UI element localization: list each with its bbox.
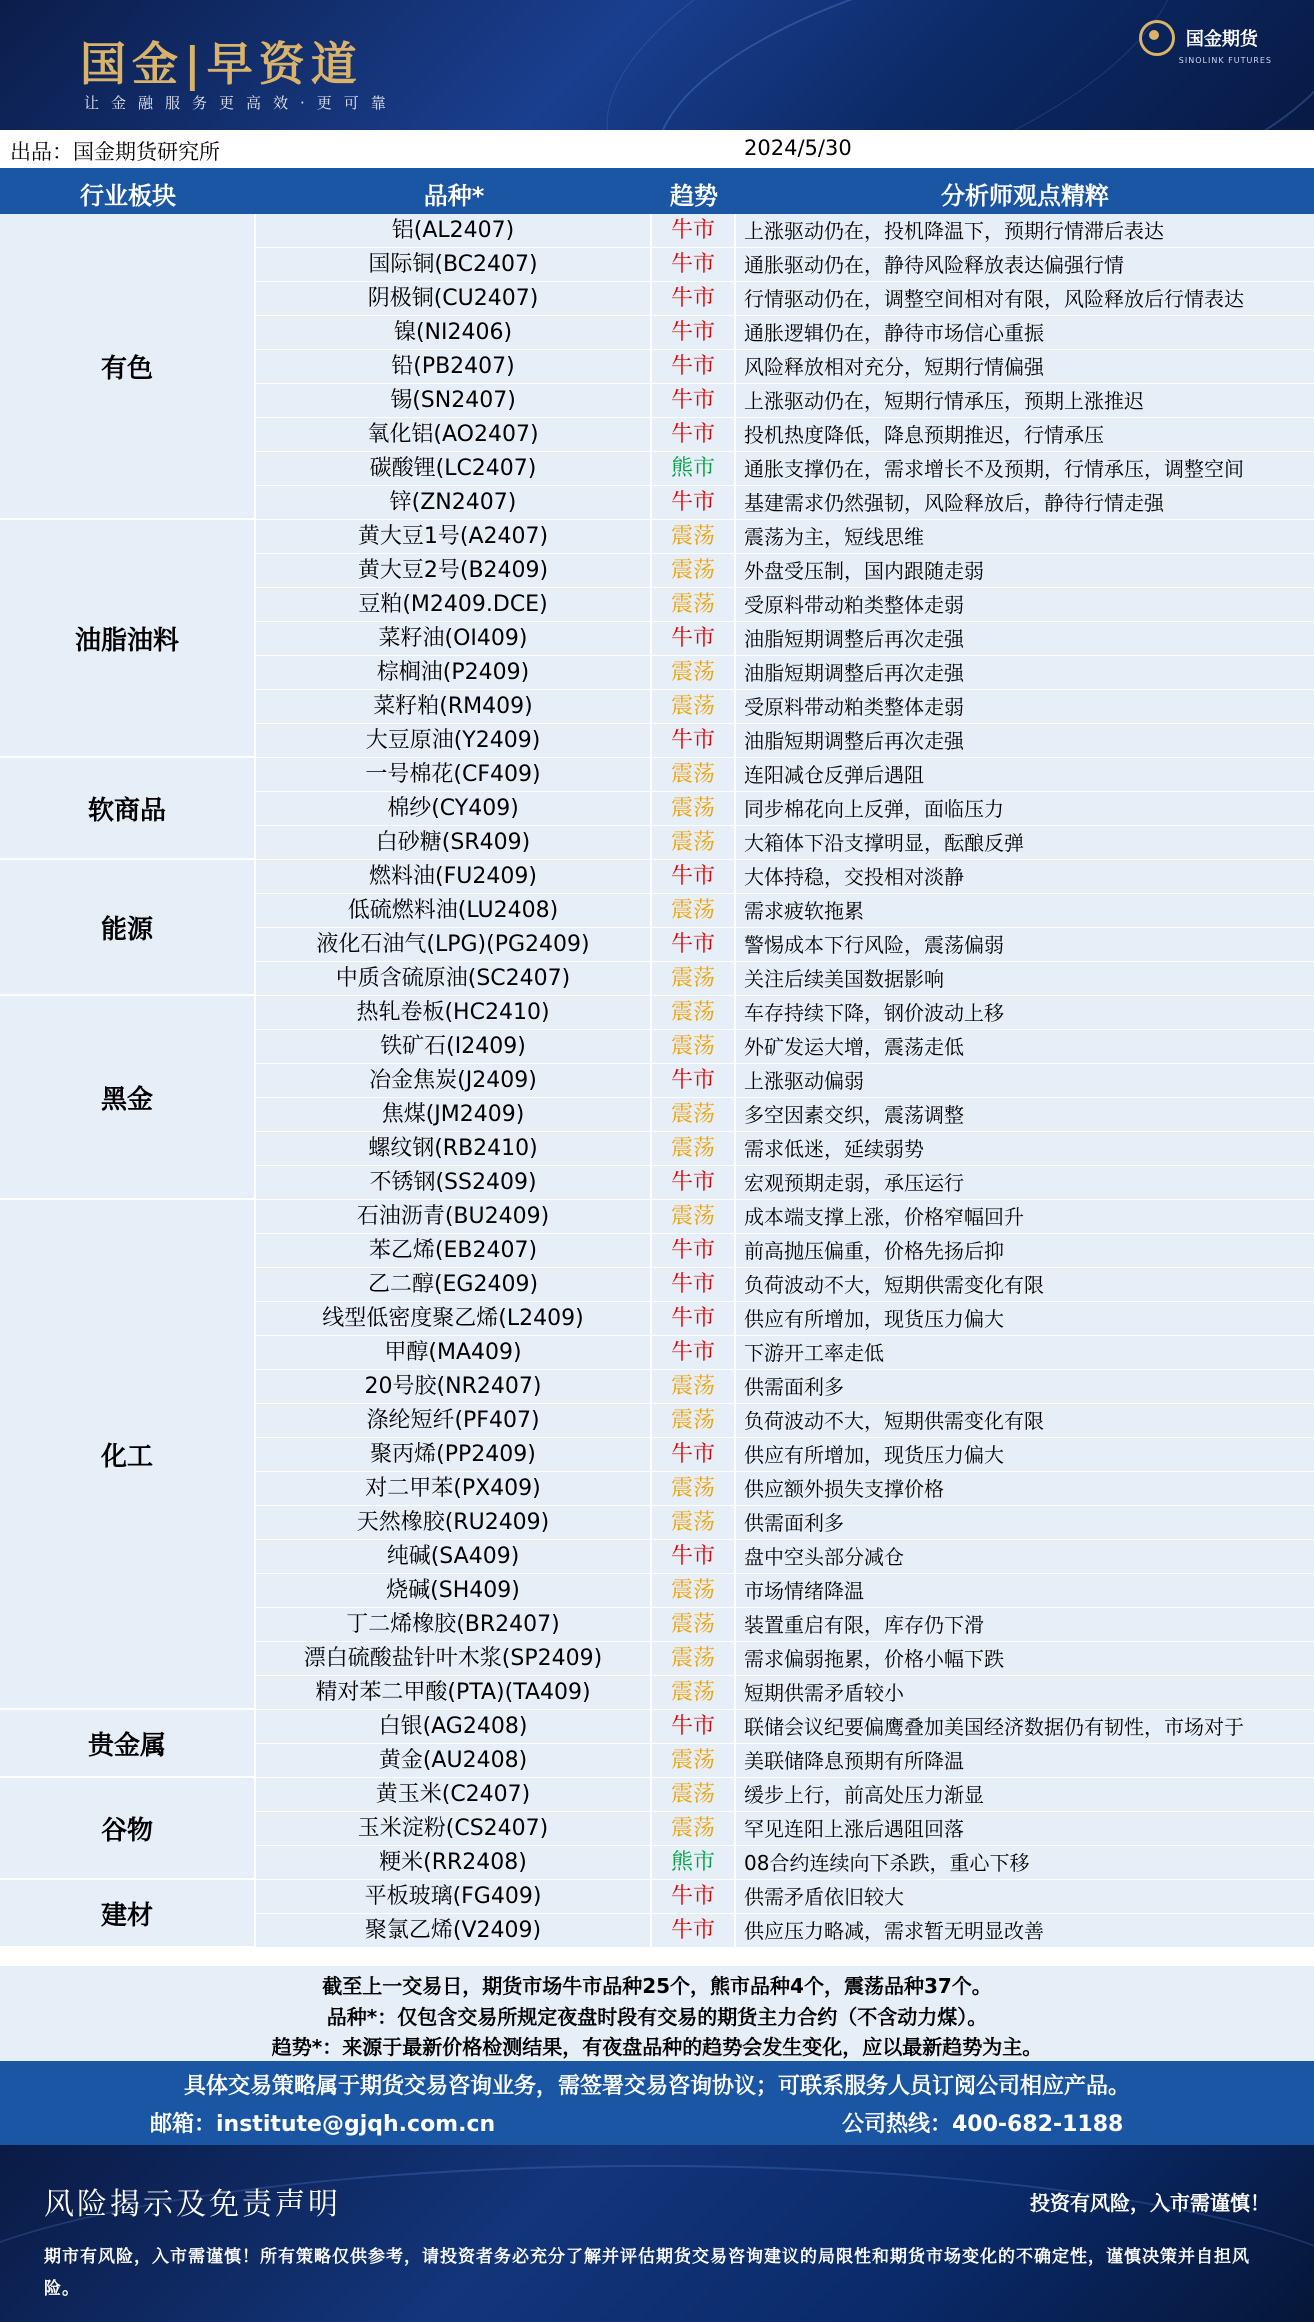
variety-name: 焦煤(JM2409) bbox=[256, 1098, 652, 1132]
variety-name: 低硫燃料油(LU2408) bbox=[256, 894, 652, 928]
variety-name: 棕榈油(P2409) bbox=[256, 656, 652, 690]
variety-name: 液化石油气(LPG)(PG2409) bbox=[256, 928, 652, 962]
variety-name: 对二甲苯(PX409) bbox=[256, 1472, 652, 1506]
analyst-view: 风险释放相对充分，短期行情偏强 bbox=[744, 355, 1044, 379]
variety-name: 甲醇(MA409) bbox=[256, 1336, 652, 1370]
table-row bbox=[256, 1166, 1314, 1200]
table-row bbox=[256, 520, 1314, 554]
brand-logo bbox=[1139, 20, 1272, 65]
meta-row bbox=[0, 130, 1314, 169]
analyst-view: 市场情绪降温 bbox=[744, 1579, 864, 1603]
trend-badge: 震荡 bbox=[652, 554, 736, 588]
variety-name: 聚丙烯(PP2409) bbox=[256, 1438, 652, 1472]
variety-name: 黄大豆1号(A2407) bbox=[256, 520, 652, 554]
variety-name: 冶金焦炭(J2409) bbox=[256, 1064, 652, 1098]
trend-badge: 震荡 bbox=[652, 1744, 736, 1778]
trend-badge: 震荡 bbox=[652, 1098, 736, 1132]
promo-text: 具体交易策略属于期货交易咨询业务，需签署交易咨询协议；可联系服务人员订阅公司相应产品。 bbox=[183, 2074, 1130, 2099]
table-row bbox=[256, 1200, 1314, 1234]
analyst-view: 供应有所增加，现货压力偏大 bbox=[744, 1307, 1004, 1331]
note-variety: 品种*：仅包含交易所规定夜盘时段有交易的期货主力合约（不含动力煤）。 bbox=[326, 2005, 988, 2029]
trend-badge: 震荡 bbox=[652, 792, 736, 826]
hotline: 公司热线：400-682-1188 bbox=[842, 2112, 1124, 2137]
variety-name: 乙二醇(EG2409) bbox=[256, 1268, 652, 1302]
table-row bbox=[256, 248, 1314, 282]
table-row bbox=[256, 486, 1314, 520]
variety-name: 烧碱(SH409) bbox=[256, 1574, 652, 1608]
table-row bbox=[256, 894, 1314, 928]
table-row bbox=[256, 1880, 1314, 1914]
trend-badge: 牛市 bbox=[652, 1438, 736, 1472]
variety-name: 铝(AL2407) bbox=[256, 214, 652, 248]
table-row bbox=[256, 1608, 1314, 1642]
table-row bbox=[256, 1098, 1314, 1132]
sector-label: 贵金属 bbox=[0, 1710, 256, 1778]
sector-label: 油脂油料 bbox=[0, 520, 256, 758]
analyst-view: 需求偏弱拖累，价格小幅下跌 bbox=[744, 1647, 1004, 1671]
trend-badge: 牛市 bbox=[652, 486, 736, 520]
analyst-view: 下游开工率走低 bbox=[744, 1341, 884, 1365]
analyst-view: 上涨驱动偏弱 bbox=[744, 1069, 864, 1093]
analyst-view: 装置重启有限，库存仍下滑 bbox=[744, 1613, 984, 1637]
variety-name: 国际铜(BC2407) bbox=[256, 248, 652, 282]
trend-badge: 震荡 bbox=[652, 894, 736, 928]
analyst-view: 盘中空头部分减仓 bbox=[744, 1545, 904, 1569]
analyst-view: 联储会议纪要偏鹰叠加美国经济数据仍有韧性，市场对于 bbox=[744, 1715, 1244, 1739]
analyst-view: 投机热度降低，降息预期推迟，行情承压 bbox=[744, 423, 1104, 447]
analyst-view: 行情驱动仍在，调整空间相对有限，风险释放后行情表达 bbox=[744, 287, 1244, 311]
table-row bbox=[256, 1710, 1314, 1744]
analyst-view: 多空因素交织，震荡调整 bbox=[744, 1103, 964, 1127]
analyst-view: 通胀驱动仍在，静待风险释放表达偏强行情 bbox=[744, 253, 1124, 277]
trend-badge: 熊市 bbox=[652, 452, 736, 486]
variety-name: 玉米淀粉(CS2407) bbox=[256, 1812, 652, 1846]
promo-bar bbox=[0, 2061, 1314, 2145]
table-row bbox=[256, 1914, 1314, 1948]
table-row bbox=[256, 1574, 1314, 1608]
table-row bbox=[256, 1744, 1314, 1778]
analyst-view: 供应压力略减，需求暂无明显改善 bbox=[744, 1919, 1044, 1943]
variety-name: 燃料油(FU2409) bbox=[256, 860, 652, 894]
table-row bbox=[256, 792, 1314, 826]
table-row bbox=[256, 1540, 1314, 1574]
trend-badge: 震荡 bbox=[652, 690, 736, 724]
table-body bbox=[0, 214, 1314, 1948]
analyst-view: 宏观预期走弱，承压运行 bbox=[744, 1171, 964, 1195]
variety-name: 热轧卷板(HC2410) bbox=[256, 996, 652, 1030]
trend-badge: 震荡 bbox=[652, 520, 736, 554]
sector-label: 建材 bbox=[0, 1880, 256, 1948]
table-row bbox=[256, 1472, 1314, 1506]
variety-name: 豆粕(M2409.DCE) bbox=[256, 588, 652, 622]
variety-name: 黄金(AU2408) bbox=[256, 1744, 652, 1778]
trend-badge: 熊市 bbox=[652, 1846, 736, 1880]
variety-name: 锌(ZN2407) bbox=[256, 486, 652, 520]
table-row bbox=[256, 724, 1314, 758]
trend-badge: 牛市 bbox=[652, 384, 736, 418]
table-row bbox=[256, 962, 1314, 996]
table-row bbox=[256, 826, 1314, 860]
variety-name: 大豆原油(Y2409) bbox=[256, 724, 652, 758]
trend-badge: 牛市 bbox=[652, 1880, 736, 1914]
trend-badge: 牛市 bbox=[652, 1234, 736, 1268]
trend-badge: 牛市 bbox=[652, 248, 736, 282]
trend-badge: 牛市 bbox=[652, 1268, 736, 1302]
sector-label: 谷物 bbox=[0, 1778, 256, 1880]
table-row bbox=[256, 656, 1314, 690]
variety-name: 涤纶短纤(PF407) bbox=[256, 1404, 652, 1438]
variety-name: 螺纹钢(RB2410) bbox=[256, 1132, 652, 1166]
slogan: 让金融服务更高效·更可靠 bbox=[84, 94, 398, 112]
table-row bbox=[256, 1302, 1314, 1336]
table-row bbox=[256, 1132, 1314, 1166]
variety-name: 石油沥青(BU2409) bbox=[256, 1200, 652, 1234]
date-label: 2024/5/30 bbox=[744, 136, 852, 160]
trend-badge: 牛市 bbox=[652, 622, 736, 656]
analyst-view: 大箱体下沿支撑明显，酝酿反弹 bbox=[744, 831, 1024, 855]
table-row bbox=[256, 1812, 1314, 1846]
table-row bbox=[256, 1268, 1314, 1302]
variety-name: 平板玻璃(FG409) bbox=[256, 1880, 652, 1914]
table-row bbox=[256, 452, 1314, 486]
trend-badge: 牛市 bbox=[652, 214, 736, 248]
table-row bbox=[256, 1064, 1314, 1098]
variety-name: 菜籽粕(RM409) bbox=[256, 690, 652, 724]
trend-badge: 震荡 bbox=[652, 588, 736, 622]
table-row bbox=[256, 1506, 1314, 1540]
analyst-view: 负荷波动不大，短期供需变化有限 bbox=[744, 1273, 1044, 1297]
trend-badge: 牛市 bbox=[652, 724, 736, 758]
trend-badge: 震荡 bbox=[652, 1132, 736, 1166]
variety-name: 铅(PB2407) bbox=[256, 350, 652, 384]
note-trend: 趋势*：来源于最新价格检测结果，有夜盘品种的趋势会发生变化，应以最新趋势为主。 bbox=[271, 2035, 1043, 2059]
table-row bbox=[256, 1404, 1314, 1438]
table-row bbox=[256, 316, 1314, 350]
logo-title: 国金|早资道 bbox=[80, 37, 363, 91]
analyst-view: 油脂短期调整后再次走强 bbox=[744, 661, 964, 685]
analyst-view: 需求低迷，延续弱势 bbox=[744, 1137, 924, 1161]
table-row bbox=[256, 214, 1314, 248]
brand-en: SINOLINK FUTURES bbox=[1178, 56, 1272, 65]
trend-badge: 震荡 bbox=[652, 962, 736, 996]
analyst-view: 供需面利多 bbox=[744, 1375, 844, 1399]
analyst-view: 通胀逻辑仍在，静待市场信心重振 bbox=[744, 321, 1044, 345]
trend-badge: 牛市 bbox=[652, 860, 736, 894]
table-row bbox=[256, 1438, 1314, 1472]
analyst-view: 供应有所增加，现货压力偏大 bbox=[744, 1443, 1004, 1467]
analyst-view: 供需矛盾依旧较大 bbox=[744, 1885, 904, 1909]
table-row bbox=[256, 622, 1314, 656]
trend-badge: 牛市 bbox=[652, 316, 736, 350]
table-row bbox=[256, 1336, 1314, 1370]
variety-name: 精对苯二甲酸(PTA)(TA409) bbox=[256, 1676, 652, 1710]
trend-badge: 震荡 bbox=[652, 1506, 736, 1540]
variety-name: 阴极铜(CU2407) bbox=[256, 282, 652, 316]
variety-name: 不锈钢(SS2409) bbox=[256, 1166, 652, 1200]
analyst-view: 成本端支撑上涨，价格窄幅回升 bbox=[744, 1205, 1024, 1229]
analyst-view: 短期供需矛盾较小 bbox=[744, 1681, 904, 1705]
variety-name: 苯乙烯(EB2407) bbox=[256, 1234, 652, 1268]
analyst-view: 大体持稳，交投相对淡静 bbox=[744, 865, 964, 889]
header-trend: 趋势 bbox=[670, 182, 718, 210]
header-banner bbox=[0, 0, 1314, 130]
disclaimer-footer bbox=[0, 2145, 1314, 2322]
trend-badge: 震荡 bbox=[652, 1778, 736, 1812]
table-row bbox=[256, 588, 1314, 622]
analyst-view: 警惕成本下行风险，震荡偏弱 bbox=[744, 933, 1004, 957]
sector-label: 化工 bbox=[0, 1200, 256, 1710]
variety-name: 白砂糖(SR409) bbox=[256, 826, 652, 860]
analyst-view: 上涨驱动仍在，投机降温下，预期行情滞后表达 bbox=[744, 219, 1164, 243]
variety-name: 白银(AG2408) bbox=[256, 1710, 652, 1744]
analyst-view: 前高抛压偏重，价格先扬后抑 bbox=[744, 1239, 1004, 1263]
trend-badge: 牛市 bbox=[652, 1166, 736, 1200]
analyst-view: 关注后续美国数据影响 bbox=[744, 967, 944, 991]
analyst-view: 车存持续下降，钢价波动上移 bbox=[744, 1001, 1004, 1025]
brand-mark-icon bbox=[1139, 20, 1175, 56]
analyst-view: 外矿发运大增，震荡走低 bbox=[744, 1035, 964, 1059]
variety-name: 中质含硫原油(SC2407) bbox=[256, 962, 652, 996]
variety-name: 纯碱(SA409) bbox=[256, 1540, 652, 1574]
analyst-view: 同步棉花向上反弹，面临压力 bbox=[744, 797, 1004, 821]
trend-badge: 牛市 bbox=[652, 1540, 736, 1574]
trend-badge: 震荡 bbox=[652, 826, 736, 860]
variety-name: 漂白硫酸盐针叶木浆(SP2409) bbox=[256, 1642, 652, 1676]
analyst-view: 连阳减仓反弹后遇阻 bbox=[744, 763, 924, 787]
table-row bbox=[256, 350, 1314, 384]
analyst-view: 罕见连阳上涨后遇阻回落 bbox=[744, 1817, 964, 1841]
variety-name: 天然橡胶(RU2409) bbox=[256, 1506, 652, 1540]
trend-badge: 震荡 bbox=[652, 758, 736, 792]
variety-name: 20号胶(NR2407) bbox=[256, 1370, 652, 1404]
trend-badge: 牛市 bbox=[652, 350, 736, 384]
trend-badge: 牛市 bbox=[652, 928, 736, 962]
variety-name: 黄大豆2号(B2409) bbox=[256, 554, 652, 588]
sector-label: 有色 bbox=[0, 214, 256, 520]
note-summary: 截至上一交易日，期货市场牛市品种25个，熊市品种4个，震荡品种37个。 bbox=[322, 1974, 992, 1998]
email-link[interactable]: 邮箱：institute@gjqh.com.cn bbox=[150, 2112, 496, 2137]
variety-name: 粳米(RR2408) bbox=[256, 1846, 652, 1880]
trend-badge: 震荡 bbox=[652, 1370, 736, 1404]
variety-name: 丁二烯橡胶(BR2407) bbox=[256, 1608, 652, 1642]
trend-badge: 震荡 bbox=[652, 1812, 736, 1846]
table-row bbox=[256, 1676, 1314, 1710]
header-variety: 品种* bbox=[423, 182, 485, 210]
sector-label: 黑金 bbox=[0, 996, 256, 1200]
table-row bbox=[256, 758, 1314, 792]
trend-badge: 震荡 bbox=[652, 1574, 736, 1608]
variety-name: 碳酸锂(LC2407) bbox=[256, 452, 652, 486]
analyst-view: 油脂短期调整后再次走强 bbox=[744, 729, 964, 753]
sector-label: 能源 bbox=[0, 860, 256, 996]
analyst-view: 基建需求仍然强韧，风险释放后，静待行情走强 bbox=[744, 491, 1164, 515]
analyst-view: 油脂短期调整后再次走强 bbox=[744, 627, 964, 651]
trend-badge: 牛市 bbox=[652, 1914, 736, 1948]
analyst-view: 上涨驱动仍在，短期行情承压，预期上涨推迟 bbox=[744, 389, 1144, 413]
analyst-view: 美联储降息预期有所降温 bbox=[744, 1749, 964, 1773]
trend-badge: 牛市 bbox=[652, 1710, 736, 1744]
trend-badge: 震荡 bbox=[652, 1472, 736, 1506]
disclaimer-title: 风险揭示及免责声明 bbox=[44, 2187, 341, 2222]
trend-badge: 震荡 bbox=[652, 1030, 736, 1064]
variety-name: 铁矿石(I2409) bbox=[256, 1030, 652, 1064]
sector-label: 软商品 bbox=[0, 758, 256, 860]
variety-name: 氧化铝(AO2407) bbox=[256, 418, 652, 452]
table-row bbox=[256, 690, 1314, 724]
table-row bbox=[256, 384, 1314, 418]
table-row bbox=[256, 996, 1314, 1030]
analyst-view: 供需面利多 bbox=[744, 1511, 844, 1535]
variety-name: 棉纱(CY409) bbox=[256, 792, 652, 826]
variety-name: 线型低密度聚乙烯(L2409) bbox=[256, 1302, 652, 1336]
analyst-view: 外盘受压制，国内跟随走弱 bbox=[744, 559, 984, 583]
analyst-view: 08合约连续向下杀跌，重心下移 bbox=[744, 1851, 1030, 1875]
variety-name: 镍(NI2406) bbox=[256, 316, 652, 350]
trend-badge: 震荡 bbox=[652, 1404, 736, 1438]
variety-name: 聚氯乙烯(V2409) bbox=[256, 1914, 652, 1948]
trend-badge: 牛市 bbox=[652, 282, 736, 316]
trend-badge: 牛市 bbox=[652, 1064, 736, 1098]
variety-name: 菜籽油(OI409) bbox=[256, 622, 652, 656]
analyst-view: 通胀支撑仍在，需求增长不及预期，行情承压，调整空间 bbox=[744, 457, 1244, 481]
risk-warning: 投资有风险，入市需谨慎！ bbox=[1030, 2191, 1270, 2215]
analyst-view: 负荷波动不大，短期供需变化有限 bbox=[744, 1409, 1044, 1433]
table-header bbox=[0, 168, 1314, 214]
table-row bbox=[256, 1778, 1314, 1812]
table-row bbox=[256, 1370, 1314, 1404]
analyst-view: 受原料带动粕类整体走弱 bbox=[744, 695, 964, 719]
header-view: 分析师观点精粹 bbox=[941, 182, 1109, 210]
table-row bbox=[256, 1030, 1314, 1064]
variety-name: 黄玉米(C2407) bbox=[256, 1778, 652, 1812]
trend-badge: 震荡 bbox=[652, 1642, 736, 1676]
brand-name: 国金期货 bbox=[1185, 29, 1258, 50]
variety-name: 一号棉花(CF409) bbox=[256, 758, 652, 792]
table-row bbox=[256, 1642, 1314, 1676]
variety-name: 锡(SN2407) bbox=[256, 384, 652, 418]
trend-badge: 牛市 bbox=[652, 418, 736, 452]
trend-badge: 震荡 bbox=[652, 1608, 736, 1642]
trend-badge: 震荡 bbox=[652, 1676, 736, 1710]
disclaimer-text: 期市有风险，入市需谨慎！所有策略仅供参考，请投资者务必充分了解并评估期货交易咨询建议的局限性和期货市场变化的不确定性，谨慎决策并自担风险。 bbox=[44, 2247, 1250, 2299]
footnotes bbox=[0, 1966, 1314, 2061]
table-row bbox=[256, 1234, 1314, 1268]
analyst-view: 缓步上行，前高处压力渐显 bbox=[744, 1783, 984, 1807]
trend-badge: 牛市 bbox=[652, 1336, 736, 1370]
trend-badge: 牛市 bbox=[652, 1302, 736, 1336]
table-row bbox=[256, 928, 1314, 962]
header-sector: 行业板块 bbox=[80, 182, 176, 210]
table-row bbox=[256, 554, 1314, 588]
table-row bbox=[256, 860, 1314, 894]
analyst-view: 震荡为主，短线思维 bbox=[744, 525, 924, 549]
analyst-view: 供应额外损失支撑价格 bbox=[744, 1477, 944, 1501]
table-row bbox=[256, 1846, 1314, 1880]
table-row bbox=[256, 418, 1314, 452]
trend-badge: 震荡 bbox=[652, 996, 736, 1030]
trend-badge: 震荡 bbox=[652, 656, 736, 690]
analyst-view: 受原料带动粕类整体走弱 bbox=[744, 593, 964, 617]
trend-badge: 震荡 bbox=[652, 1200, 736, 1234]
table-row bbox=[256, 282, 1314, 316]
source-label: 出品：国金期货研究所 bbox=[10, 140, 220, 164]
analyst-view: 需求疲软拖累 bbox=[744, 899, 864, 923]
